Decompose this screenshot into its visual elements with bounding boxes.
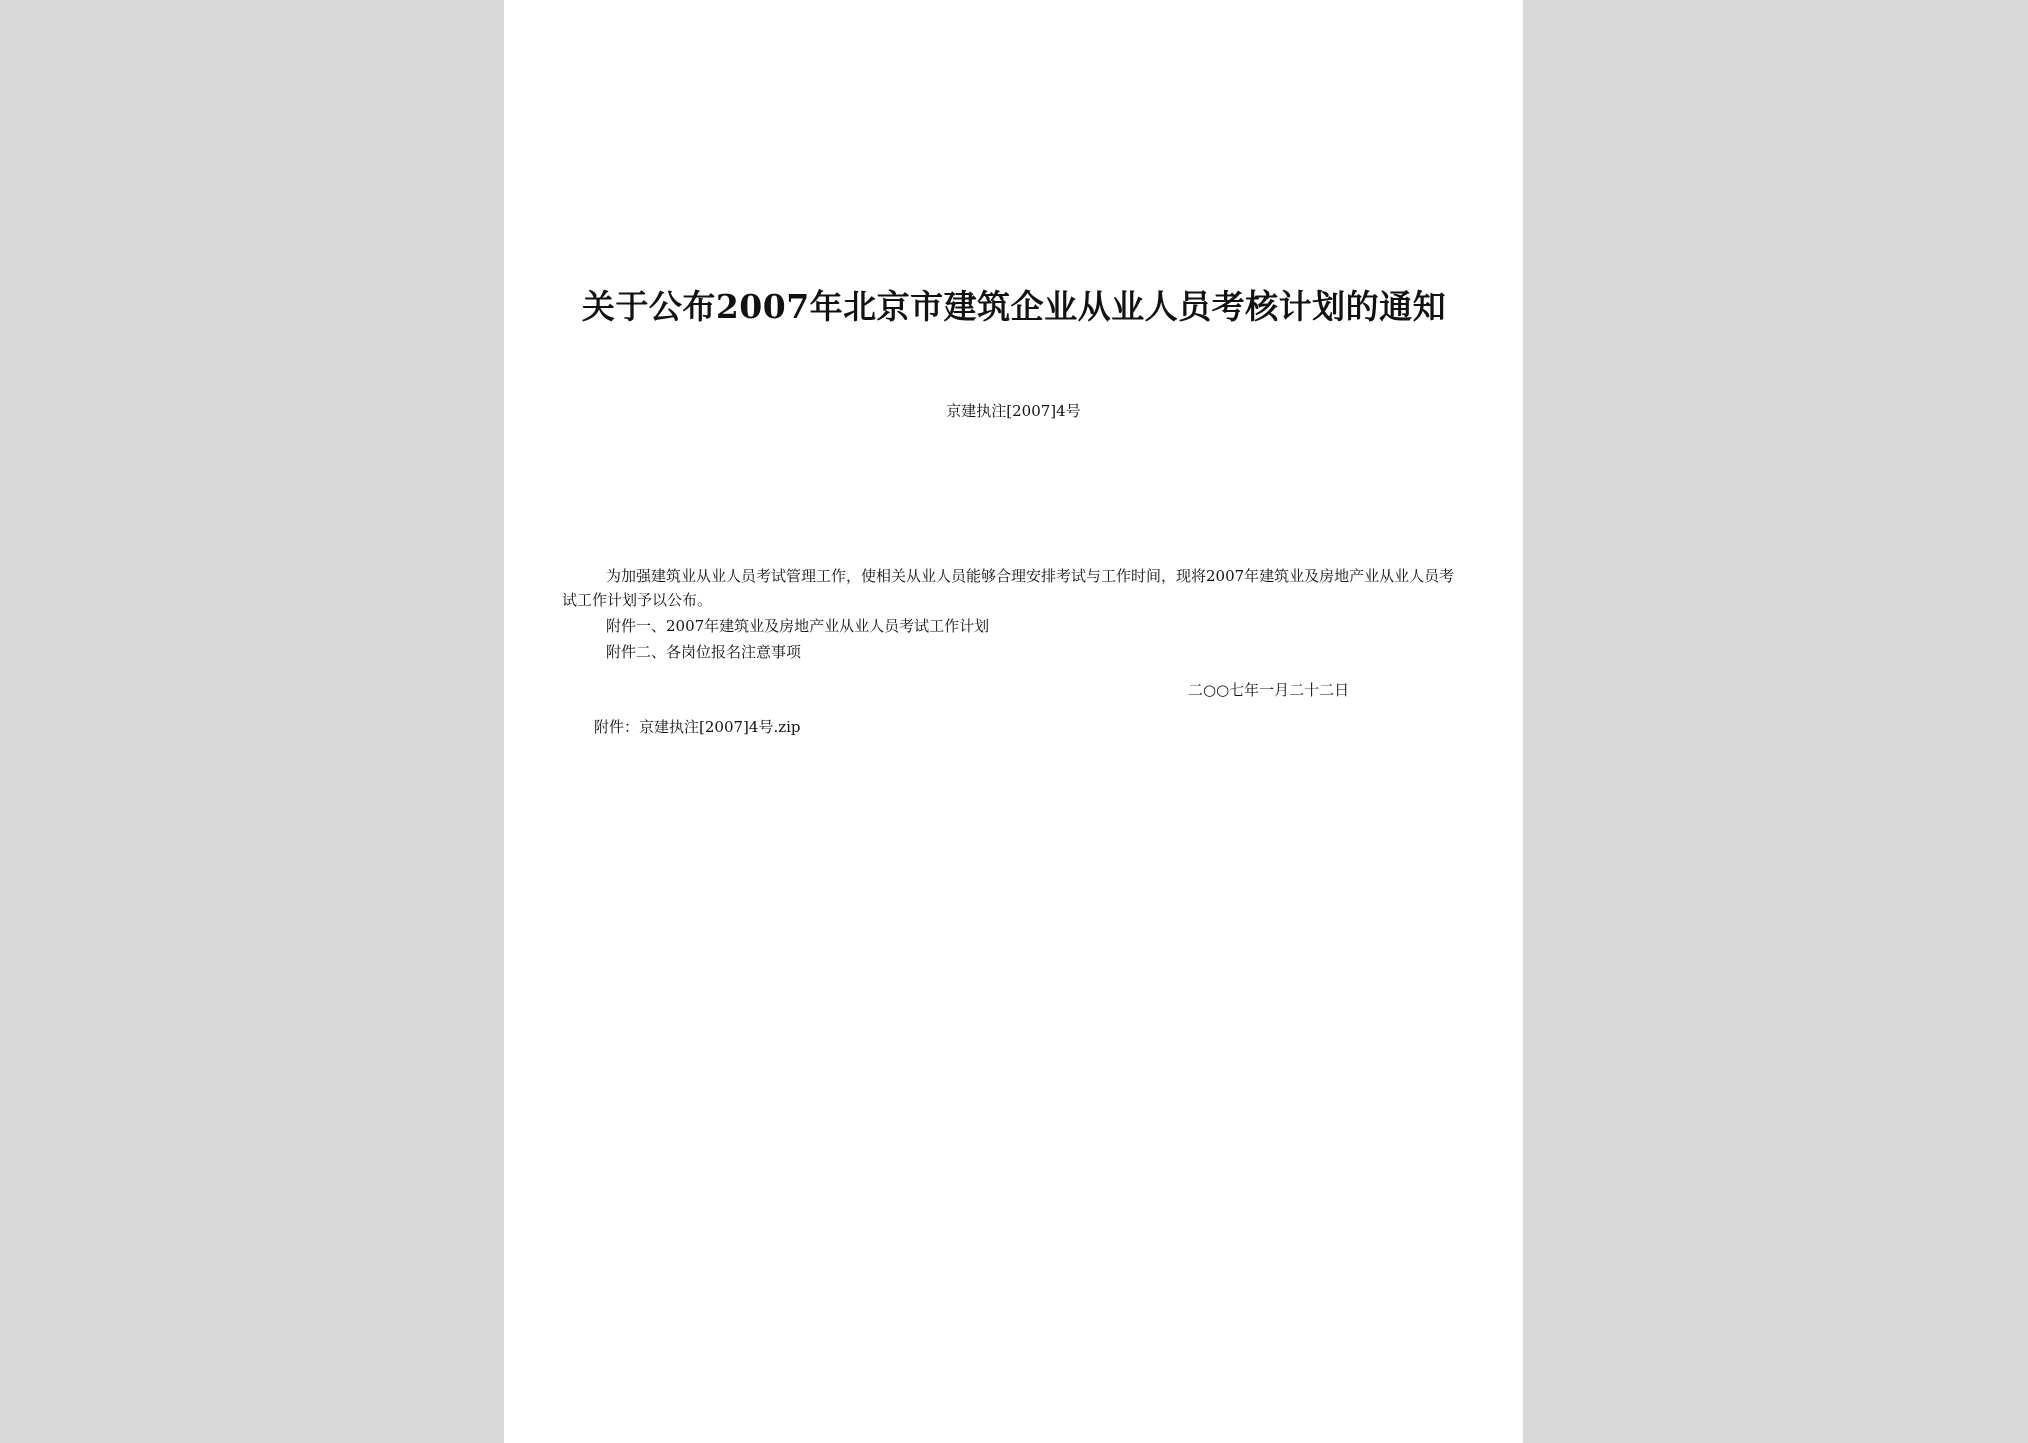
document-page	[504, 0, 1523, 1443]
attachment-item-2: 附件二、各岗位报名注意事项	[606, 643, 802, 661]
body-paragraph: 为加强建筑业从业人员考试管理工作，使相关从业人员能够合理安排考试与工作时间，现将2007年建筑业及房地产业从业人员考试工作计划予以公布。	[562, 567, 1455, 609]
attachment-line	[594, 716, 801, 737]
attachment-file-link[interactable]: 京建执注[2007]4号.zip	[639, 718, 801, 736]
issue-date: 二○○七年一月二十二日	[1188, 681, 1350, 699]
document-title: 关于公布2007年北京市建筑企业从业人员考核计划的通知	[581, 287, 1447, 326]
attachment-item-1: 附件一、2007年建筑业及房地产业从业人员考试工作计划	[606, 617, 990, 635]
document-number: 京建执注[2007]4号	[946, 402, 1081, 420]
attachment-label: 附件：	[594, 718, 640, 736]
